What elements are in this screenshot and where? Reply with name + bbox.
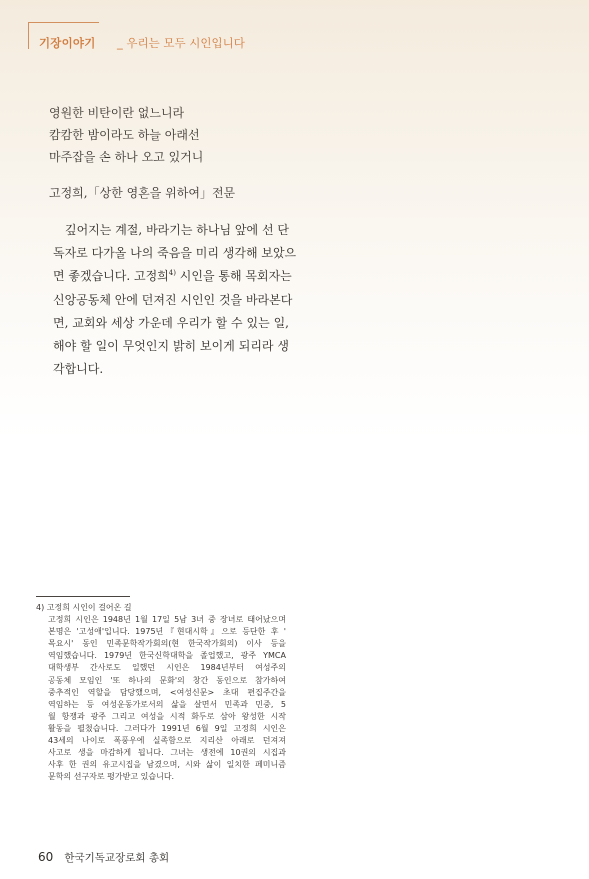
footnote-reference[interactable]: 4) xyxy=(168,269,176,278)
paragraph-line: 면, 교회와 세상 가운데 우리가 할 수 있는 일, xyxy=(53,315,289,330)
footnote-line: 대학생부 간사로도 일했던 시인은 1984년부터 여성주의 xyxy=(48,663,286,673)
paragraph-line: 각합니다. xyxy=(53,362,104,377)
paragraph-line: 해야 할 일이 무엇인지 밝히 보이게 되리라 생 xyxy=(53,338,289,353)
body-paragraph xyxy=(53,219,297,381)
footnote-body xyxy=(36,614,286,783)
poem-source: 고정희,「상한 영혼을 위하여」전문 xyxy=(49,186,236,200)
page-number: 60 xyxy=(38,850,54,864)
paragraph-line xyxy=(53,265,292,288)
publication-name: 한국기독교장로회 총회 xyxy=(64,852,170,864)
footnote-line: 본명은 '고성애'입니다. 1975년『현대시학』으로 등단한 후 ' xyxy=(48,627,286,637)
paragraph-line: 신앙공동체 안에 던져진 시인인 것을 바라본다 xyxy=(53,292,293,307)
paragraph-text: 시인을 통해 목회자는 xyxy=(179,269,292,284)
poem-line: 캄캄한 밤이라도 하늘 아래선 xyxy=(49,128,200,142)
paragraph-line: 독자로 다가올 나의 죽음을 미리 생각해 보았으 xyxy=(53,246,297,261)
section-subtitle: _ 우리는 모두 시인입니다 xyxy=(117,36,245,50)
footnote-line: 사고로 생을 마감하게 됩니다. 그녀는 생전에 10권의 시집과 xyxy=(48,748,286,758)
page-footer xyxy=(38,846,169,865)
footnote xyxy=(36,602,286,783)
footnote-line: 문학의 선구자로 평가받고 있습니다. xyxy=(48,772,175,782)
footnote-line: 역임했습니다. 1979년 한국신학대학을 졸업했고, 광주 YMCA xyxy=(48,651,286,661)
footnote-divider xyxy=(36,596,130,597)
footnote-line: 활동을 펼쳤습니다. 그러다가 1991년 6월 9일 고정희 시인은 xyxy=(48,723,286,733)
footnote-line: 공동체 모임인 '또 하나의 문화'의 창간 동인으로 참가하여 xyxy=(48,675,286,685)
paragraph-text: 면 좋겠습니다. 고정희 xyxy=(53,269,169,284)
footnote-title: 4) 고정희 시인이 걸어온 길 xyxy=(36,603,132,612)
paragraph-line: 깊어지는 계절, 바라기는 하나님 앞에 선 단 xyxy=(65,223,289,237)
footnote-line: 중추적인 역할을 담당했으며, <여성신문> 초대 편집주간을 xyxy=(48,687,286,697)
section-title: 기장이야기 xyxy=(39,36,96,50)
footnote-line: 43세의 나이로 폭풍우에 실족함으로 지리산 아래로 던져져 xyxy=(48,736,286,746)
poem-quote xyxy=(49,102,203,168)
running-header xyxy=(28,22,548,48)
footnote-line: 고정희 시인은 1948년 1월 17일 5남 3녀 중 장녀로 태어났으며 xyxy=(48,615,286,625)
footnote-line: 월 항쟁과 광주 그리고 여성을 시적 화두로 삼아 왕성한 시작 xyxy=(48,711,286,721)
poem-line: 영원한 비탄이란 없느니라 xyxy=(49,106,185,120)
poem-line: 마주잡을 손 하나 오고 있거니 xyxy=(49,150,204,164)
footnote-line: 역임하는 등 여성운동가로서의 삶을 살면서 민족과 민중, 5 xyxy=(48,699,286,709)
footnote-line: 목요시' 동인 민족문학작가회의(현 한국작가회의) 이사 등을 xyxy=(48,639,286,649)
footnote-line: 사후 한 권의 유고시집을 남겼으며, 시와 삶이 일치한 페미니즘 xyxy=(48,760,286,770)
